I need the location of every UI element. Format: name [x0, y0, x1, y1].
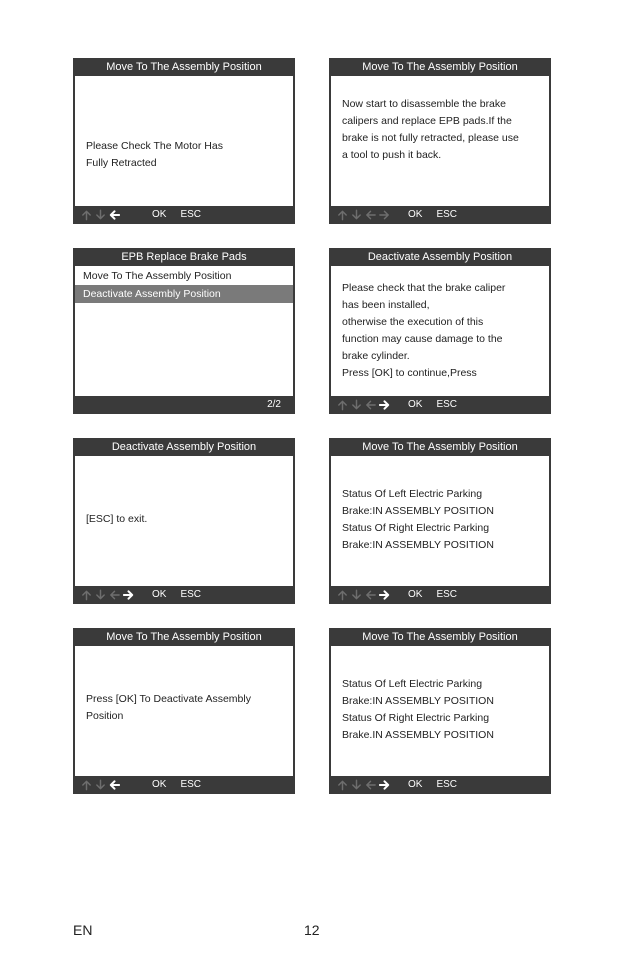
message	[342, 486, 541, 554]
arrow-up-icon[interactable]	[337, 209, 348, 221]
screen-title: Move To The Assembly Position	[106, 61, 262, 73]
arrow-left-icon[interactable]	[365, 589, 376, 601]
keys	[408, 776, 471, 794]
screen-4	[329, 248, 551, 414]
message-line: a tool to push it back.	[342, 149, 442, 161]
screen-title: EPB Replace Brake Pads	[121, 251, 247, 263]
message-line: otherwise the execution of this	[342, 316, 484, 328]
message-line: Please Check The Motor Has	[86, 140, 223, 152]
message-line: Press [OK] to continue,Press	[342, 367, 477, 379]
arrow-left-icon[interactable]	[365, 399, 376, 411]
arrow-up-icon[interactable]	[81, 209, 92, 221]
arrow-down-icon[interactable]	[351, 779, 362, 791]
keys	[152, 206, 215, 224]
screen-body	[75, 76, 293, 206]
arrow-up-icon[interactable]	[81, 779, 92, 791]
arrow-up-icon[interactable]	[337, 779, 348, 791]
message-line: brake is not fully retracted, please use	[342, 132, 519, 144]
screen-title: Move To The Assembly Position	[362, 631, 518, 643]
esc-key[interactable]: ESC	[180, 589, 202, 600]
nav-arrows	[81, 209, 120, 221]
message	[342, 280, 541, 382]
arrow-left-icon[interactable]	[109, 589, 120, 601]
arrow-down-icon[interactable]	[95, 779, 106, 791]
arrow-left-icon[interactable]	[109, 209, 120, 221]
screen-body	[75, 646, 293, 776]
message	[86, 691, 285, 725]
bottom-bar	[329, 396, 551, 414]
nav-arrows	[81, 779, 120, 791]
screen-title: Move To The Assembly Position	[362, 441, 518, 453]
message-line: Status Of Right Electric Parking	[342, 522, 490, 534]
message-line: Fully Retracted	[86, 157, 157, 169]
keys	[152, 776, 215, 794]
nav-arrows	[337, 779, 390, 791]
keys	[152, 586, 215, 604]
footer-page-number: 12	[304, 922, 320, 938]
arrow-left-icon[interactable]	[109, 779, 120, 791]
message-line: Brake:IN ASSEMBLY POSITION	[342, 505, 494, 517]
bottom-bar	[329, 776, 551, 794]
screen-2	[329, 58, 551, 224]
screen-title: Move To The Assembly Position	[362, 61, 518, 73]
ok-key[interactable]: OK	[408, 209, 423, 220]
arrow-down-icon[interactable]	[351, 399, 362, 411]
bottom-bar	[329, 586, 551, 604]
screen-body	[331, 646, 549, 776]
nav-arrows	[337, 209, 390, 221]
bottom-bar	[73, 586, 295, 604]
nav-arrows	[337, 589, 390, 601]
arrow-down-icon[interactable]	[351, 589, 362, 601]
esc-key[interactable]: ESC	[436, 209, 458, 220]
message-line: Status Of Left Electric Parking	[342, 678, 483, 690]
message-line: Now start to disassemble the brake	[342, 98, 506, 110]
arrow-down-icon[interactable]	[95, 209, 106, 221]
screen-title: Deactivate Assembly Position	[111, 441, 257, 453]
screen-body	[331, 266, 549, 396]
message-line: Press [OK] To Deactivate Assembly	[86, 693, 251, 705]
screen-8	[329, 628, 551, 794]
message	[342, 96, 541, 164]
ok-key[interactable]: OK	[152, 209, 167, 220]
ok-key[interactable]: OK	[408, 589, 423, 600]
esc-key[interactable]: ESC	[436, 779, 458, 790]
message-line: has been installed,	[342, 299, 430, 311]
message-line: Brake:IN ASSEMBLY POSITION	[342, 539, 494, 551]
message-line: function may cause damage to the	[342, 333, 503, 345]
message-line: Brake.IN ASSEMBLY POSITION	[342, 729, 494, 741]
esc-key[interactable]: ESC	[436, 589, 458, 600]
screen-body	[75, 456, 293, 586]
arrow-down-icon[interactable]	[95, 589, 106, 601]
message-line: calipers and replace EPB pads.If the	[342, 115, 512, 127]
bottom-bar	[329, 206, 551, 224]
page-indicator: 2/2	[267, 399, 281, 410]
bottom-bar	[73, 776, 295, 794]
message-line: Status Of Right Electric Parking	[342, 712, 490, 724]
message-line: [ESC] to exit.	[86, 513, 148, 525]
screen-6	[329, 438, 551, 604]
screen-body	[331, 456, 549, 586]
keys	[408, 586, 471, 604]
message	[86, 138, 285, 172]
message-line: Position	[86, 710, 124, 722]
arrow-right-icon[interactable]	[123, 589, 134, 601]
bottom-bar	[73, 396, 295, 414]
screen-3	[73, 248, 295, 414]
screen-title: Move To The Assembly Position	[106, 631, 262, 643]
nav-arrows	[337, 399, 390, 411]
message-line: Please check that the brake caliper	[342, 282, 506, 294]
screen-title: Deactivate Assembly Position	[367, 251, 513, 263]
esc-key[interactable]: ESC	[180, 779, 202, 790]
nav-arrows	[81, 589, 134, 601]
arrow-up-icon[interactable]	[81, 589, 92, 601]
screen-1	[73, 58, 295, 224]
arrow-right-icon[interactable]	[379, 589, 390, 601]
screen-body	[331, 76, 549, 206]
esc-key[interactable]: ESC	[180, 209, 202, 220]
ok-key[interactable]: OK	[152, 589, 167, 600]
arrow-left-icon[interactable]	[365, 209, 376, 221]
message-line: Status Of Left Electric Parking	[342, 488, 483, 500]
footer-language: EN	[73, 922, 93, 938]
arrow-right-icon[interactable]	[379, 209, 390, 221]
menu-item-deactivate-assembly-position[interactable]: Deactivate Assembly Position	[75, 285, 293, 303]
keys	[408, 396, 471, 414]
arrow-right-icon[interactable]	[379, 779, 390, 791]
ok-key[interactable]: OK	[408, 399, 423, 410]
screen-7	[73, 628, 295, 794]
esc-key[interactable]: ESC	[436, 399, 458, 410]
bottom-bar	[73, 206, 295, 224]
arrow-up-icon[interactable]	[337, 399, 348, 411]
message	[342, 676, 541, 744]
screen-5	[73, 438, 295, 604]
keys	[408, 206, 471, 224]
arrow-right-icon[interactable]	[379, 399, 390, 411]
menu-item-move-to-assembly-position[interactable]: Move To The Assembly Position	[83, 270, 232, 282]
screen-body	[75, 266, 293, 396]
message-line: Brake:IN ASSEMBLY POSITION	[342, 695, 494, 707]
ok-key[interactable]: OK	[408, 779, 423, 790]
ok-key[interactable]: OK	[152, 779, 167, 790]
arrow-up-icon[interactable]	[337, 589, 348, 601]
arrow-left-icon[interactable]	[365, 779, 376, 791]
arrow-down-icon[interactable]	[351, 209, 362, 221]
message	[86, 511, 285, 528]
message-line: brake cylinder.	[342, 350, 410, 362]
